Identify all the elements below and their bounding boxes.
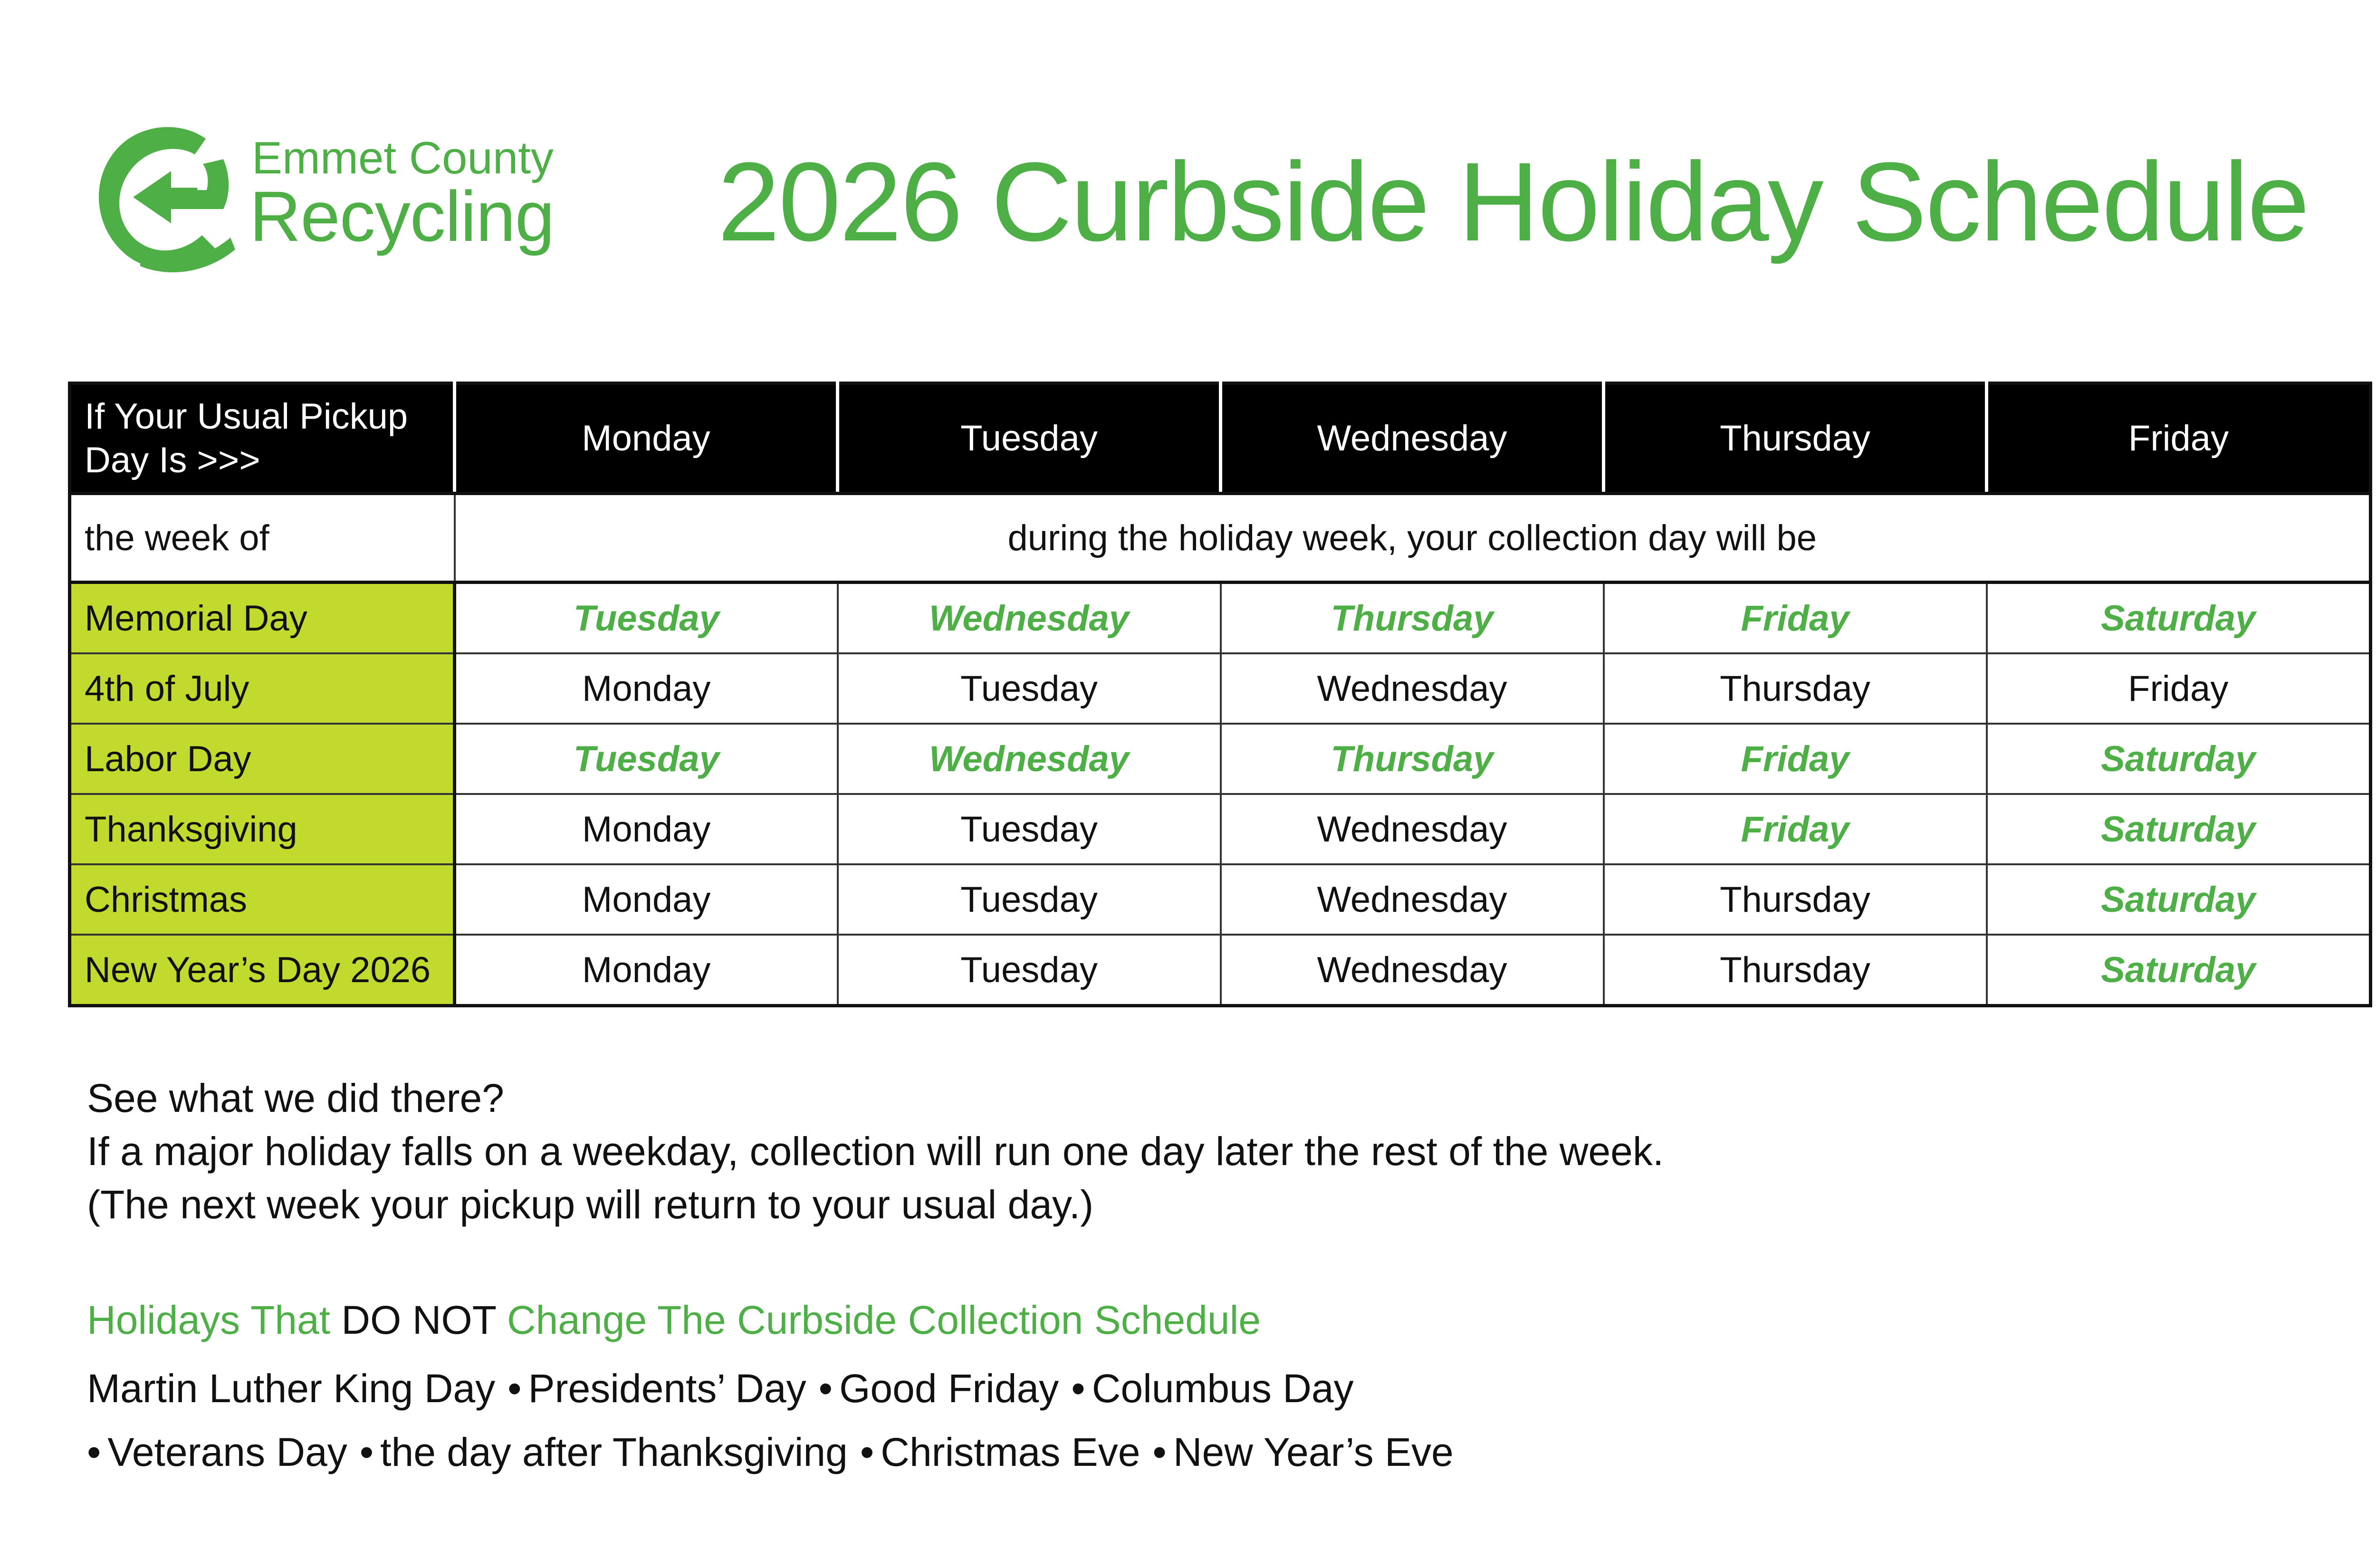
holiday-row-labor-day [70,724,2371,794]
logo-text-emmet-county: Emmet County [252,133,554,183]
column-header-friday: Friday [1987,383,2371,494]
schedule-notes [87,1071,1664,1231]
usual-pickup-day-label: If Your Usual Pickup Day Is >>> [70,383,455,494]
collection-day-cell: Thursday [1604,864,1987,935]
no-change-heading-emphasis: DO NOT [341,1298,496,1342]
holiday-name: 4th of July [70,653,455,724]
note-line-3: (The next week your pickup will return to your usual day.) [87,1182,1094,1227]
holiday-name: Memorial Day [70,583,455,654]
column-header-monday: Monday [455,383,838,494]
collection-day-cell: Wednesday [1221,935,1604,1006]
holiday-item-label: Christmas Eve [881,1430,1140,1474]
collection-day-cell: Wednesday [1221,653,1604,724]
collection-day-cell: Saturday [1987,864,2371,935]
table-header-row [70,383,2371,494]
bullet-icon: • [359,1430,374,1474]
holiday-item-label: Presidents’ Day [528,1366,806,1411]
no-change-holiday-list [87,1357,1466,1484]
collection-day-cell: Thursday [1604,653,1987,724]
emmet-county-recycling-logo [88,114,568,276]
bullet-icon: • [1071,1366,1085,1411]
collection-day-cell: Friday [1604,724,1987,794]
no-change-item [508,1366,806,1411]
collection-day-note: during the holiday week, your collection day will be [455,494,2371,583]
collection-day-cell: Monday [455,794,838,864]
column-header-wednesday: Wednesday [1221,383,1604,494]
holiday-name: New Year’s Day 2026 [70,935,455,1006]
no-change-item [1071,1366,1353,1411]
holiday-item-label: Columbus Day [1092,1366,1354,1411]
bullet-icon: • [818,1366,833,1411]
collection-day-cell: Tuesday [838,864,1221,935]
collection-day-cell: Saturday [1987,935,2371,1006]
collection-day-cell: Tuesday [838,794,1221,864]
collection-day-cell: Saturday [1987,724,2371,794]
collection-day-cell: Thursday [1221,583,1604,654]
collection-day-cell: Monday [455,935,838,1006]
no-change-item [360,1430,848,1474]
collection-day-cell: Friday [1987,653,2371,724]
week-of-row [70,494,2371,583]
holiday-row-thanksgiving [70,794,2371,864]
collection-day-cell: Saturday [1987,583,2371,654]
collection-day-cell: Thursday [1221,724,1604,794]
no-change-list-line-1 [87,1357,1466,1420]
no-change-item [87,1366,495,1411]
no-change-item [860,1430,1140,1474]
note-line-1: See what we did there? [87,1076,504,1120]
logo-text-recycling: Recycling [249,176,555,256]
holiday-row-memorial-day [70,583,2371,654]
holiday-schedule-table [68,382,2372,1007]
no-change-heading [87,1293,1261,1347]
bullet-icon: • [508,1366,522,1411]
week-of-label: the week of [70,494,455,583]
no-change-heading-part1: Holidays That [87,1298,331,1342]
collection-day-cell: Tuesday [455,724,838,794]
holiday-row-new-year-s-day-2026 [70,935,2371,1006]
collection-day-cell: Saturday [1987,794,2371,864]
no-change-item [1152,1430,1453,1474]
recycling-arrow-icon [88,114,245,276]
column-header-tuesday: Tuesday [838,383,1221,494]
bullet-icon: • [1152,1430,1167,1474]
collection-day-cell: Monday [455,864,838,935]
collection-day-cell: Tuesday [838,935,1221,1006]
collection-day-cell: Tuesday [455,583,838,654]
bullet-icon: • [87,1430,101,1474]
holiday-name: Christmas [70,864,455,935]
note-line-2: If a major holiday falls on a weekday, collection will run one day later the rest of the week. [87,1129,1664,1174]
column-header-thursday: Thursday [1604,383,1987,494]
holiday-row-4th-of-july [70,653,2371,724]
holiday-name: Labor Day [70,724,455,794]
holiday-item-label: New Year’s Eve [1173,1430,1454,1474]
holiday-item-label: the day after Thanksgiving [380,1430,848,1474]
collection-day-cell: Friday [1604,583,1987,654]
collection-day-cell: Wednesday [1221,794,1604,864]
collection-day-cell: Wednesday [838,583,1221,654]
collection-day-cell: Wednesday [838,724,1221,794]
collection-day-cell: Thursday [1604,935,1987,1006]
collection-day-cell: Friday [1604,794,1987,864]
holiday-item-label: Good Friday [839,1366,1059,1411]
holiday-row-christmas [70,864,2371,935]
holiday-name: Thanksgiving [70,794,455,864]
holiday-item-label: Martin Luther King Day [87,1366,496,1411]
holiday-item-label: Veterans Day [107,1430,347,1474]
page-title: 2026 Curbside Holiday Schedule [718,139,2309,265]
no-change-item [819,1366,1059,1411]
no-change-item [87,1430,347,1474]
collection-day-cell: Monday [455,653,838,724]
no-change-heading-part3: Change The Curbside Collection Schedule [507,1298,1261,1342]
collection-day-cell: Wednesday [1221,864,1604,935]
bullet-icon: • [860,1430,874,1474]
collection-day-cell: Tuesday [838,653,1221,724]
no-change-list-line-2 [87,1420,1466,1484]
